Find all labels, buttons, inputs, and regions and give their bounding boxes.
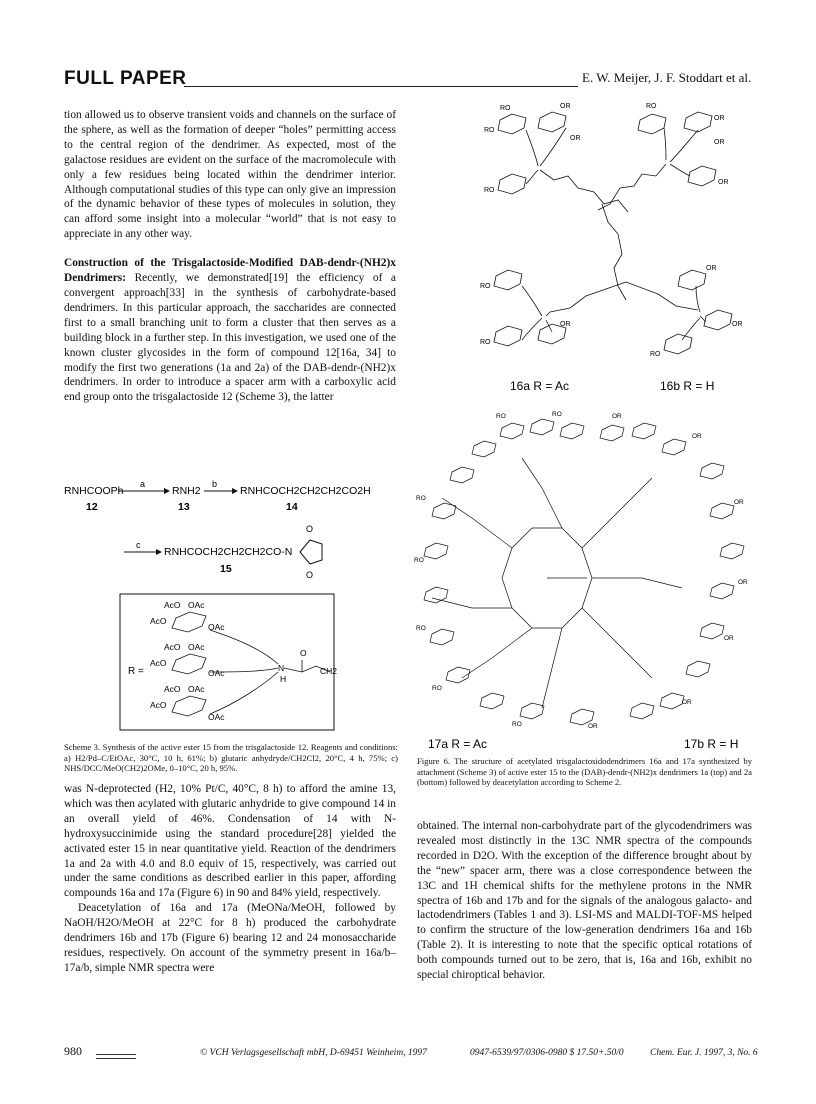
paragraph [64, 256, 396, 405]
or-label: OR [718, 179, 729, 186]
or-label: OR [714, 115, 725, 122]
paragraph-text: Recently, we demonstrated[19] the efficiency of a convergent approach[33] in the synthesis of carbohydrate-based dendrimers. In this particular approach, the saccharides are connected first to a small branching unit to form a cluster that then serves as a building block in a further step. In this investigation, we used one of the known cluster glycosides in the form of compound 12[16a, 34] to modify the first two generations (1a and 2a) of the DAB-dendr-(NH2)x dendrimers. In order to introduce a spacer arm with a carboxylic acid end group onto the trisgalactoside 12 (Scheme 3), the latter [64, 272, 396, 404]
compound-number: 12 [86, 501, 98, 513]
or-label: OR [724, 635, 734, 642]
compound-14: RNHCOCH2CH2CH2CO2H [240, 485, 371, 497]
or-label: OR [714, 139, 725, 146]
footer-rule [96, 1054, 136, 1055]
ro-label: RO [500, 105, 511, 112]
figure-6-bottom-structure [412, 408, 762, 754]
or-label: OR [706, 265, 717, 272]
compound-label-16b: 16b R = H [660, 379, 715, 393]
paragraph: tion allowed us to observe transient voids and channels on the surface of the sphere, as well as the formation of deeper “holes” permitting access to the central region of the dendrimer. As expected, most of the galactose residues are evident on the surface of the macromolecule with only a few residues being located within the dendrimer interior. Although computational studies of this type can only give an impression of the dynamic behavior of these types of molecules in solution, they can afford some insight into a molecular “world” that is not easy to appreciate in any other way. [64, 109, 396, 241]
or-label: OR [732, 321, 743, 328]
acetyl-label: OAc [188, 642, 205, 652]
ro-label: RO [414, 557, 424, 564]
ro-label: RO [416, 625, 426, 632]
header-rule [184, 86, 578, 87]
right-column-bottom [417, 819, 752, 983]
compound-12: RNHCOOPh [64, 485, 124, 497]
oxygen-label: O [306, 524, 314, 534]
page-number: 980 [64, 1044, 82, 1058]
journal-citation: Chem. Eur. J. 1997, 3, No. 6 [650, 1048, 758, 1058]
left-column-bottom [64, 782, 396, 976]
arrow-label: c [136, 540, 141, 550]
header-authors: E. W. Meijer, J. F. Stoddart et al. [582, 70, 752, 85]
compound-number: 15 [220, 563, 232, 575]
ro-label: RO [512, 721, 522, 728]
acetyl-label: AcO [150, 700, 167, 710]
or-label: OR [560, 103, 571, 110]
ro-label: RO [416, 495, 426, 502]
figure-6-top-structure [470, 100, 760, 396]
or-label: OR [570, 135, 581, 142]
ro-label: RO [432, 685, 442, 692]
acetyl-label: AcO [164, 684, 181, 694]
acetyl-label: OAc [208, 668, 225, 678]
acetyl-label: AcO [150, 658, 167, 668]
compound-label-16a: 16a R = Ac [510, 379, 570, 393]
or-label: OR [612, 413, 622, 420]
acetyl-label: OAc [208, 712, 225, 722]
arrow-label: b [212, 479, 218, 489]
acetyl-label: AcO [150, 616, 167, 626]
ro-label: RO [484, 187, 495, 194]
scheme-caption: Scheme 3. Synthesis of the active ester 15 from the trisgalactoside 12. Reagents and conditions: a) H2/Pd–C/EtOAc, 30°C, 10 h, 61%; b) glutaric anhydryde/CH2Cl2, 20°C, 4 h, 75%; c) NHS/DCC/MeO(CH2)2OMe, 0–10°C, 20 h, 95%. [64, 742, 398, 774]
compound-number: 13 [178, 501, 190, 513]
ro-label: RO [496, 413, 506, 420]
compound-label-17a: 17a R = Ac [428, 737, 488, 751]
ch2-label: CH2 [320, 666, 338, 676]
ro-label: RO [480, 339, 491, 346]
compound-15: RNHCOCH2CH2CH2CO-N [164, 546, 293, 558]
footer-rule [96, 1058, 136, 1059]
article-code: 0947-6539/97/0306-0980 $ 17.50+.50/0 [470, 1048, 624, 1058]
section-heading: Construction of the Trisgalactoside-Modified DAB-dendr-(NH2)x Dendrimers: [64, 257, 396, 285]
acetyl-label: AcO [164, 600, 181, 610]
acetyl-label: AcO [164, 642, 181, 652]
nitrogen-label: N [278, 663, 285, 673]
publisher: © VCH Verlagsgesellschaft mbH, D-69451 Weinheim, 1997 [200, 1048, 427, 1058]
r-label: R = [128, 666, 144, 677]
paragraph: obtained. The internal non-carbohydrate part of the glycodendrimers was revealed most distinctly in the 13C NMR spectra of the compounds recorded in D2O. With the exception of the difference brought about by the “new” spacer arm, there was a close correspondence between the 13C and 1H chemical shifts for the methylene protons in the NMR spectra of 16b and 17b and for the signals of the analogous galacto- and lactodendrimers (Tables 1 and 3). LSI-MS and MALDI-TOF-MS helped to confirm the structure of the low-generation dendrimers 16a and 16b (Table 2). It is interesting to note that the specific optical rotations of both compounds turned out to be zero, that is, 16a and 16b, exhibit no special chiroptical behavior. [417, 820, 752, 982]
left-column-top [64, 108, 396, 405]
paragraph: was N-deprotected (H2, 10% Pt/C, 40°C, 8 h) to afford the amine 13, which was then acylated with glutaric anhydride to give compound 14 in an overall yield of 46%. Condensation of 14 with N-hydroxysuccinimide using the standard procedure[28] yielded the activated ester 15 in near quantitative yield. Reaction of the dendrimers 1a and 2a with 4.0 and 8.0 equiv of 15, respectively, was carried out under the same conditions as described earlier in this paper, affording compounds 16a and 17a (Figure 6) in 90 and 84% yield, respectively. [64, 783, 396, 900]
ro-label: RO [480, 283, 491, 290]
ro-label: RO [646, 103, 657, 110]
compound-number: 14 [286, 501, 298, 513]
compound-13: RNH2 [172, 485, 201, 497]
or-label: OR [560, 321, 571, 328]
figure-caption: Figure 6. The structure of acetylated trisgalactosidodendrimers 16a and 17a synthesized by attachment (Scheme 3) of active ester 15 to the (DAB)-dendr-(NH2)x dendrimers 1a (top) and 2a (bottom) followed by deacetylation according to Scheme 2. [417, 756, 752, 788]
or-label: OR [692, 433, 702, 440]
acetyl-label: OAc [208, 622, 225, 632]
ro-label: RO [484, 127, 495, 134]
scheme-3 [64, 468, 404, 734]
or-label: OR [738, 579, 748, 586]
acetyl-label: OAc [188, 684, 205, 694]
ro-label: RO [650, 351, 661, 358]
or-label: OR [682, 699, 692, 706]
ro-label: RO [552, 411, 562, 418]
or-label: OR [588, 723, 598, 730]
hydrogen-label: H [280, 674, 287, 684]
oxygen-label: O [306, 570, 314, 580]
arrow-label: a [140, 479, 146, 489]
section-label: FULL PAPER [64, 68, 187, 89]
acetyl-label: OAc [188, 600, 205, 610]
paragraph: Deacetylation of 16a and 17a (MeONa/MeOH, followed by NaOH/H2O/MeOH at 22°C for 8 h) produced the carbohydrate dendrimers 16b and 17b (Figure 6) bearing 12 and 24 monosaccharide residues, respectively. On account of the symmetry present in 16a/b–17a/b, simple NMR spectra were [64, 902, 396, 974]
compound-label-17b: 17b R = H [684, 737, 739, 751]
or-label: OR [734, 499, 744, 506]
oxygen-label: O [300, 648, 307, 658]
